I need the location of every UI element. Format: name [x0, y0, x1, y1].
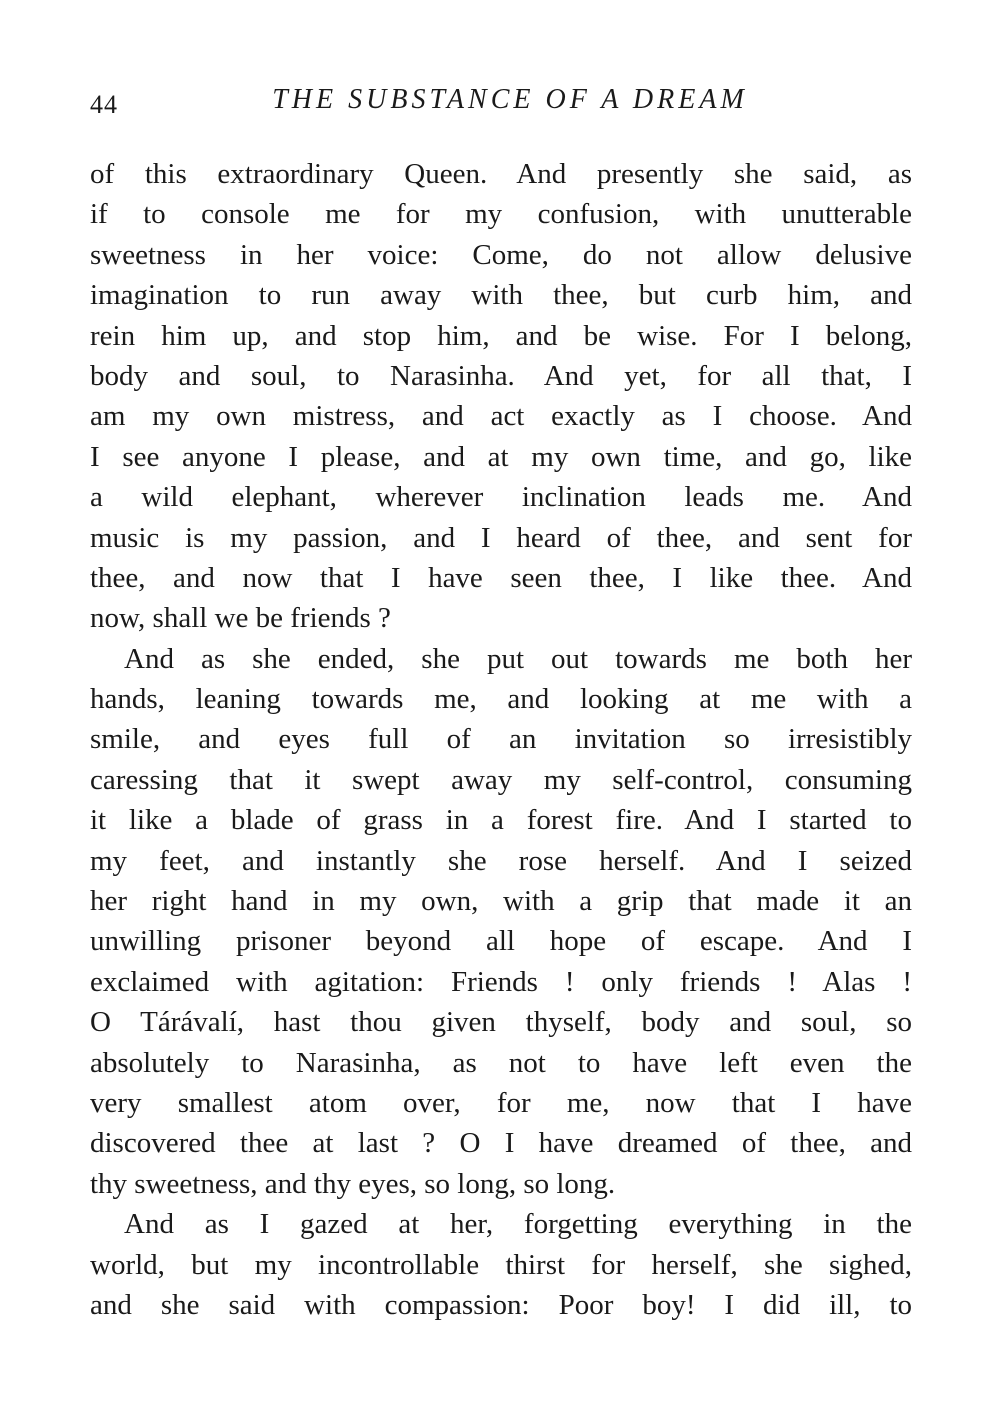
text-line: a wild elephant, wherever inclination leads me. And: [90, 481, 912, 514]
text-line: it like a blade of grass in a forest fire. And I started to: [90, 804, 912, 837]
text-line: absolutely to Narasinha, as not to have left even the: [90, 1046, 912, 1079]
body-text: [90, 154, 912, 1325]
text-line: And as I gazed at her, forgetting everything in the: [124, 1208, 912, 1241]
text-line: very smallest atom over, for me, now that I have: [90, 1086, 912, 1119]
text-line: I see anyone I please, and at my own time, and go, like: [90, 440, 912, 473]
page-header: [90, 84, 912, 124]
text-line: hands, leaning towards me, and looking at me with a: [90, 683, 912, 716]
text-line: world, but my incontrollable thirst for herself, she sighed,: [90, 1248, 912, 1281]
running-title: THE SUBSTANCE OF A DREAM: [272, 84, 748, 115]
text-line: exclaimed with agitation: Friends ! only friends ! Alas !: [90, 965, 912, 998]
text-line: if to console me for my confusion, with unutterable: [90, 198, 912, 231]
text-line: thee, and now that I have seen thee, I like thee. And: [90, 561, 912, 594]
text-line: my feet, and instantly she rose herself. And I seized: [90, 844, 912, 877]
text-line: imagination to run away with thee, but curb him, and: [90, 279, 912, 312]
text-line: music is my passion, and I heard of thee, and sent for: [90, 521, 912, 554]
text-line: smile, and eyes full of an invitation so irresistibly: [90, 723, 912, 756]
text-line: And as she ended, she put out towards me both her: [124, 642, 912, 675]
text-line: thy sweetness, and thy eyes, so long, so long.: [90, 1167, 616, 1200]
text-line: body and soul, to Narasinha. And yet, for all that, I: [90, 359, 912, 392]
text-line: caressing that it swept away my self-control, consuming: [90, 763, 912, 796]
text-line: am my own mistress, and act exactly as I choose. And: [90, 400, 912, 433]
page-number: 44: [90, 90, 118, 119]
text-line: rein him up, and stop him, and be wise. For I belong,: [90, 319, 912, 352]
text-line: unwilling prisoner beyond all hope of escape. And I: [90, 925, 912, 958]
text-line: her right hand in my own, with a grip that made it an: [90, 885, 912, 918]
text-line: discovered thee at last ? O I have dreamed of thee, and: [90, 1127, 912, 1160]
text-line: sweetness in her voice: Come, do not allow delusive: [90, 238, 912, 271]
text-line: and she said with compassion: Poor boy! I did ill, to: [90, 1288, 912, 1321]
text-line: O Tárávalí, hast thou given thyself, body and soul, so: [90, 1006, 912, 1039]
text-line: of this extraordinary Queen. And presently she said, as: [90, 158, 912, 190]
text-line: now, shall we be friends ?: [90, 602, 391, 635]
